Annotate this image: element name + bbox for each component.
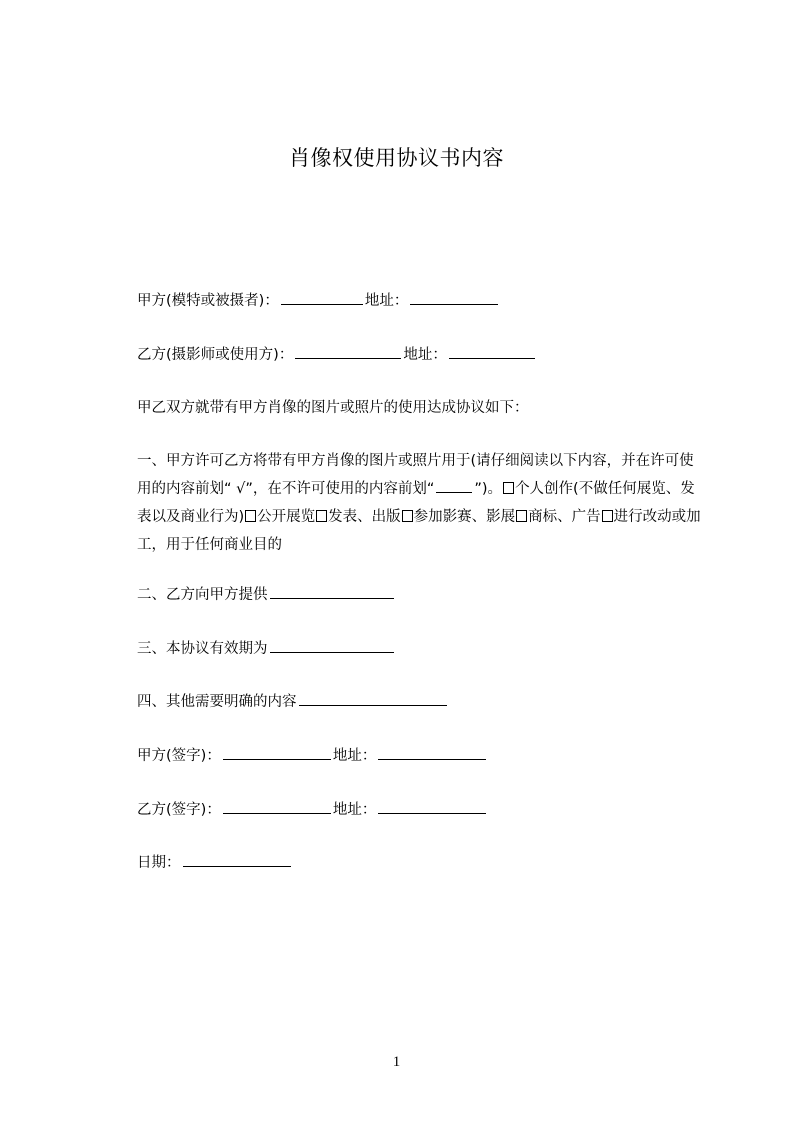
clause-2 xyxy=(137,584,396,605)
sign-a-address-field[interactable] xyxy=(378,745,486,760)
party-a-name-field[interactable] xyxy=(281,290,363,305)
clause-1 xyxy=(137,447,701,559)
sign-b-line xyxy=(137,799,488,820)
option-exhibition-checkbox[interactable] xyxy=(245,510,256,522)
option-trademark-checkbox[interactable] xyxy=(516,510,527,522)
clause-3-field[interactable] xyxy=(270,638,394,653)
option-modify-label: 进行改动或加工，用于任何商业目的 xyxy=(137,509,701,553)
clause-3 xyxy=(137,638,396,659)
clause-2-field[interactable] xyxy=(270,584,394,599)
option-personal-checkbox[interactable] xyxy=(503,482,514,494)
clause-1-text-a: 一、甲方许可乙方将带有甲方肖像的图片或照片用于(请仔细阅读以下内容，并在许可使用的内容前划“ √”，在不许可使用的内容前划“ xyxy=(137,453,694,497)
party-b-name-field[interactable] xyxy=(295,344,401,359)
party-b-address-field[interactable] xyxy=(449,344,535,359)
sign-b-label: 乙方(签字)： xyxy=(137,802,221,818)
page-title: 肖像权使用协议书内容 xyxy=(289,146,504,170)
party-b-line xyxy=(137,344,537,365)
sign-a-line xyxy=(137,745,488,766)
sign-b-address-label: 地址： xyxy=(332,802,377,818)
clause-1-text-b: ”)。 xyxy=(474,481,503,497)
option-publish-checkbox[interactable] xyxy=(316,510,327,522)
option-contest-checkbox[interactable] xyxy=(402,510,413,522)
date-line xyxy=(137,852,293,873)
page-number: 1 xyxy=(392,1054,401,1070)
party-a-address-field[interactable] xyxy=(410,290,498,305)
clause-2-text: 二、乙方向甲方提供 xyxy=(137,587,268,603)
option-contest-label: 参加影赛、影展 xyxy=(413,509,516,525)
sign-a-signature-field[interactable] xyxy=(223,745,331,760)
party-a-line xyxy=(137,290,500,311)
clause-4-field[interactable] xyxy=(299,691,447,706)
date-field[interactable] xyxy=(183,852,291,867)
clause-1-mark-blank[interactable] xyxy=(436,478,472,493)
clause-4 xyxy=(137,691,449,712)
option-exhibition-label: 公开展览 xyxy=(257,509,316,525)
option-publish-label: 发表、出版 xyxy=(328,509,401,525)
clause-4-text: 四、其他需要明确的内容 xyxy=(137,694,297,710)
intro-text: 甲乙双方就带有甲方肖像的图片或照片的使用达成协议如下： xyxy=(137,400,529,416)
party-b-address-label: 地址： xyxy=(403,347,447,363)
option-modify-checkbox[interactable] xyxy=(602,510,613,522)
option-personal-label: 个人创作(不做任何展览、发表以及商业行为) xyxy=(137,481,695,525)
sign-a-label: 甲方(签字)： xyxy=(137,748,221,764)
party-b-label: 乙方(摄影师或使用方)： xyxy=(137,347,294,363)
clause-3-text: 三、本协议有效期为 xyxy=(137,641,268,657)
party-a-label: 甲方(模特或被摄者)： xyxy=(137,293,279,309)
sign-a-address-label: 地址： xyxy=(332,748,377,764)
party-a-address-label: 地址： xyxy=(364,293,409,309)
sign-b-signature-field[interactable] xyxy=(223,799,331,814)
option-trademark-label: 商标、广告 xyxy=(528,509,601,525)
date-label: 日期： xyxy=(137,855,181,871)
sign-b-address-field[interactable] xyxy=(378,799,486,814)
